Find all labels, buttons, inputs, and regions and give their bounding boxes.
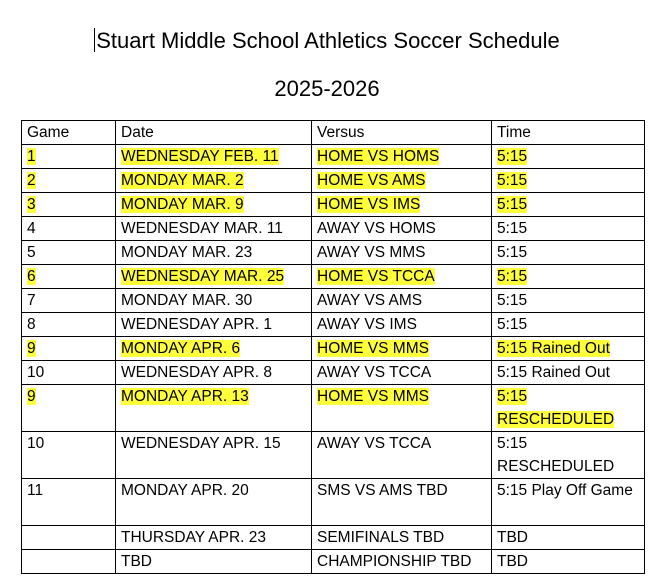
cell-versus-text: HOME VS AMS: [317, 172, 426, 189]
table-row: [22, 550, 645, 574]
cell-time: [492, 193, 645, 217]
cell-date-text: MONDAY APR. 13: [121, 388, 249, 405]
cell-time-text: 5:15 RESCHEDULED: [497, 435, 615, 475]
cell-versus-text: AWAY VS HOMS: [317, 220, 436, 237]
cell-date: [116, 217, 312, 241]
cell-time: [492, 361, 645, 385]
cell-versus: [312, 289, 492, 313]
table-row: [22, 361, 645, 385]
table-row: [22, 193, 645, 217]
table-row: [22, 526, 645, 550]
cell-game: [22, 432, 116, 479]
cell-time: [492, 289, 645, 313]
cell-time: [492, 550, 645, 574]
cell-game: [22, 289, 116, 313]
header-row: [22, 121, 645, 145]
cell-versus: [312, 361, 492, 385]
cell-date-text: MONDAY APR. 6: [121, 340, 241, 357]
table-row: [22, 169, 645, 193]
cell-game-text: 10: [27, 435, 45, 452]
cell-time-text: 5:15: [497, 196, 528, 213]
cell-versus: [312, 241, 492, 265]
cell-date: [116, 479, 312, 526]
cell-versus-text: HOME VS MMS: [317, 388, 429, 405]
cell-versus-text: AWAY VS TCCA: [317, 364, 432, 381]
table-row: [22, 432, 645, 479]
table-row: [22, 479, 645, 526]
cell-versus: [312, 385, 492, 432]
table-row: [22, 217, 645, 241]
cell-time-text: 5:15 Rained Out: [497, 340, 610, 357]
cell-date: [116, 265, 312, 289]
header-cell-game: Game: [22, 121, 116, 145]
cell-versus: [312, 217, 492, 241]
cell-date-text: WEDNESDAY MAR. 11: [121, 220, 283, 237]
cell-date: [116, 550, 312, 574]
cell-date: [116, 361, 312, 385]
cell-date-text: WEDNESDAY APR. 15: [121, 435, 281, 452]
table-row: [22, 145, 645, 169]
cell-date-text: WEDNESDAY APR. 1: [121, 316, 273, 333]
cell-date-text: MONDAY APR. 20: [121, 482, 249, 499]
cell-date: [116, 289, 312, 313]
cell-time-text: 5:15: [497, 316, 528, 333]
cell-date-text: WEDNESDAY MAR. 25: [121, 268, 285, 285]
cell-game-text: 9: [27, 388, 36, 405]
cell-versus-text: AWAY VS IMS: [317, 316, 417, 333]
cell-game: [22, 479, 116, 526]
cell-date-text: MONDAY MAR. 23: [121, 244, 253, 261]
cell-game: [22, 526, 116, 550]
cell-game-text: 11: [27, 482, 44, 499]
table-row: [22, 265, 645, 289]
cell-game-text: 6: [27, 268, 36, 285]
cell-time: [492, 241, 645, 265]
cell-versus-text: AWAY VS AMS: [317, 292, 423, 309]
header-cell-time: Time: [492, 121, 645, 145]
cell-game-text: 10: [27, 364, 45, 381]
cell-time-text: 5:15: [497, 244, 528, 261]
cell-time-text: 5:15 Rained Out: [497, 364, 610, 381]
cell-game: [22, 265, 116, 289]
cell-date-text: MONDAY MAR. 30: [121, 292, 253, 309]
cell-versus: [312, 550, 492, 574]
cell-time-text: 5:15 Play Off Game: [497, 482, 633, 499]
table-row: [22, 385, 645, 432]
cell-date-text: MONDAY MAR. 9: [121, 196, 244, 213]
cell-versus-text: AWAY VS MMS: [317, 244, 426, 261]
cell-versus-text: HOME VS HOMS: [317, 148, 440, 165]
cell-date-text: MONDAY MAR. 2: [121, 172, 244, 189]
table-row: [22, 313, 645, 337]
cell-versus-text: HOME VS TCCA: [317, 268, 435, 285]
cell-versus-text: HOME VS MMS: [317, 340, 429, 357]
cell-time-text: 5:15: [497, 292, 528, 309]
cell-versus: [312, 265, 492, 289]
cell-date-text: WEDNESDAY FEB. 11: [121, 148, 279, 165]
cell-game-text: 8: [27, 316, 36, 333]
cell-time: [492, 145, 645, 169]
cell-time-text: TBD: [497, 529, 528, 546]
cell-date: [116, 385, 312, 432]
cell-game-text: 7: [27, 292, 36, 309]
cell-game: [22, 145, 116, 169]
page-title: [0, 27, 654, 55]
cell-game: [22, 550, 116, 574]
cell-date: [116, 145, 312, 169]
cell-versus-text: SMS VS AMS TBD: [317, 482, 448, 499]
cell-game: [22, 337, 116, 361]
cell-versus-text: HOME VS IMS: [317, 196, 421, 213]
cell-versus: [312, 432, 492, 479]
cell-time-text: 5:15: [497, 220, 528, 237]
cell-time: [492, 385, 645, 432]
cell-game-text: 4: [27, 220, 36, 237]
cell-game: [22, 217, 116, 241]
cell-time-text: 5:15: [497, 172, 528, 189]
table-row: [22, 337, 645, 361]
table-row: [22, 241, 645, 265]
cell-time-text: 5:15: [497, 268, 528, 285]
cell-versus: [312, 145, 492, 169]
cell-date: [116, 432, 312, 479]
cell-time: [492, 217, 645, 241]
cell-date: [116, 169, 312, 193]
schedule-table: [21, 120, 645, 574]
cell-time: [492, 479, 645, 526]
table-row: [22, 289, 645, 313]
season-heading: 2025-2026: [274, 76, 380, 101]
header-cell-date: Date: [116, 121, 312, 145]
cell-date: [116, 193, 312, 217]
cell-time: [492, 432, 645, 479]
cell-time-text: 5:15: [497, 148, 528, 165]
cell-time: [492, 265, 645, 289]
cell-versus: [312, 313, 492, 337]
cell-game: [22, 361, 116, 385]
cell-date: [116, 337, 312, 361]
cell-game-text: 2: [27, 172, 36, 189]
cell-time-text: TBD: [497, 553, 528, 570]
cell-versus-text: AWAY VS TCCA: [317, 435, 432, 452]
cell-game-text: 3: [27, 196, 36, 213]
cell-game: [22, 169, 116, 193]
cell-date-text: WEDNESDAY APR. 8: [121, 364, 273, 381]
cell-versus: [312, 169, 492, 193]
cell-time: [492, 337, 645, 361]
cell-versus: [312, 526, 492, 550]
cell-time: [492, 313, 645, 337]
cell-date-text: TBD: [121, 553, 152, 570]
header-cell-versus: Versus: [312, 121, 492, 145]
cell-versus-text: SEMIFINALS TBD: [317, 529, 445, 546]
cell-game: [22, 241, 116, 265]
cell-game-text: 5: [27, 244, 36, 261]
cell-date: [116, 526, 312, 550]
cell-date: [116, 241, 312, 265]
cell-time: [492, 526, 645, 550]
cell-game: [22, 193, 116, 217]
cell-versus: [312, 337, 492, 361]
cell-game: [22, 385, 116, 432]
cell-time-text: 5:15 RESCHEDULED: [497, 388, 615, 428]
cell-date-text: THURSDAY APR. 23: [121, 529, 267, 546]
cell-versus: [312, 479, 492, 526]
title-text: Stuart Middle School Athletics Soccer Schedule: [96, 28, 560, 53]
cell-time: [492, 169, 645, 193]
cell-versus-text: CHAMPIONSHIP TBD: [317, 553, 472, 570]
cell-game-text: 9: [27, 340, 36, 357]
cell-game: [22, 313, 116, 337]
cell-versus: [312, 193, 492, 217]
cell-game-text: 1: [27, 148, 36, 165]
cell-date: [116, 313, 312, 337]
